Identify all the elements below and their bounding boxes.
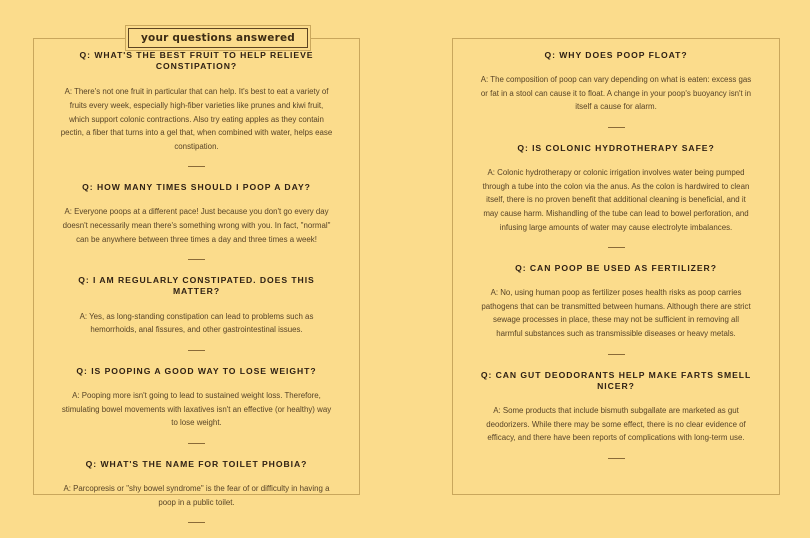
qa-divider xyxy=(188,166,205,167)
qa-divider xyxy=(188,259,205,260)
qa-block xyxy=(476,370,756,459)
qa-divider xyxy=(188,350,205,351)
question-text: Q: CAN GUT DEODORANTS HELP MAKE FARTS SMELL NICER? xyxy=(480,369,752,391)
qa-block xyxy=(55,366,338,444)
question-text: Q: WHY DOES POOP FLOAT? xyxy=(544,50,688,60)
answer-text: A: Some products that include bismuth subgallate are marketed as gut deodorizers. While there may be some effect, there is no clear evidence of efficacy, and there have been reports of complications with long-term use. xyxy=(486,405,746,443)
qa-block xyxy=(476,143,756,248)
qa-block xyxy=(476,50,756,128)
qa-block xyxy=(55,459,338,523)
answer-text: A: No, using human poop as fertilizer poses health risks as poop carries pathogens that can be transmitted between humans. Although there are strict sewage processes in place, these may not be sufficient in removing all harmful substances such as transmissible diseases or heavy metals. xyxy=(481,288,751,339)
qa-divider xyxy=(608,458,625,459)
section-title-label: your questions answered xyxy=(141,32,295,44)
question-text: Q: I AM REGULARLY CONSTIPATED. DOES THIS MATTER? xyxy=(78,275,315,297)
qa-block xyxy=(55,275,338,351)
question-text: Q: WHAT'S THE NAME FOR TOILET PHOBIA? xyxy=(85,458,308,469)
qa-divider xyxy=(188,522,205,523)
answer-text: A: Everyone poops at a different pace! Just because you don't go every day doesn't necessarily mean there's something wrong with you. In fact, "normal" can be anywhere between three times a day and three times a week! xyxy=(62,207,331,244)
left-column xyxy=(33,50,360,538)
question-text: Q: IS POOPING A GOOD WAY TO LOSE WEIGHT? xyxy=(76,365,317,376)
answer-text: A: There's not one fruit in particular that can help. It's best to eat a variety of fruits every week, especially high-fiber varieties like prunes and kiwi fruit, which support colonic contractions. Also try eating apples as they contain pectin, a fiber that turns into a gel that, when combined with water, helps ease constipation. xyxy=(60,87,333,151)
question-text: Q: CAN POOP BE USED AS FERTILIZER? xyxy=(515,263,717,274)
qa-block xyxy=(55,182,338,260)
section-title-badge xyxy=(128,28,308,48)
qa-divider xyxy=(608,354,625,355)
answer-text: A: Parcopresis or "shy bowel syndrome" is the fear of or difficulty in having a poop in a public toilet. xyxy=(63,483,330,507)
qa-divider xyxy=(608,127,625,128)
qa-block xyxy=(55,50,338,167)
right-column xyxy=(452,50,780,474)
question-text: Q: HOW MANY TIMES SHOULD I POOP A DAY? xyxy=(82,182,311,193)
qa-block xyxy=(476,263,756,355)
qa-divider xyxy=(608,247,625,248)
answer-text: A: Pooping more isn't going to lead to sustained weight loss. Therefore, stimulating bowel movements with laxatives isn't an effective (or healthy) way to lose weight. xyxy=(61,390,332,428)
qa-divider xyxy=(188,443,205,444)
question-text: Q: WHAT'S THE BEST FRUIT TO HELP RELIEVE CONSTIPATION? xyxy=(79,50,314,72)
answer-text: A: The composition of poop can vary depending on what is eaten: excess gas or fat in a stool can cause it to float. A change in your poop's buoyancy isn't in itself a cause for alarm. xyxy=(480,75,752,112)
question-text: Q: IS COLONIC HYDROTHERAPY SAFE? xyxy=(517,142,715,153)
answer-text: A: Yes, as long-standing constipation can lead to problems such as hemorrhoids, anal fissures, and other gastrointestinal issues. xyxy=(79,311,314,335)
answer-text: A: Colonic hydrotherapy or colonic irrigation involves water being pumped through a tube into the colon via the anus. As the colon is hardwired to clean itself, there is no proven benefit that additional cleaning is beneficial, and it may cause harm. Mishandling of the tube can lead to bowel perforation, and infusing large amounts of water may cause electrolyte imbalances. xyxy=(482,168,750,232)
